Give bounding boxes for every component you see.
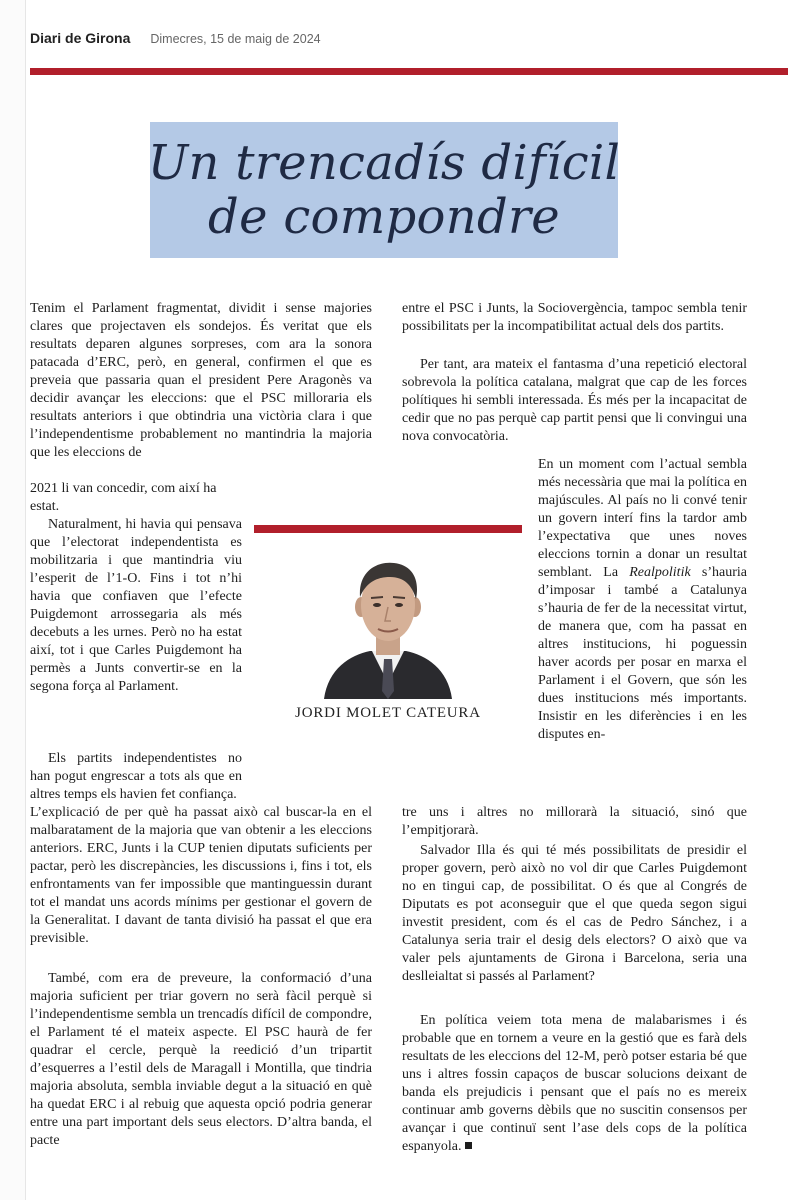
paragraph-4: També, com era de preveure, la conformació d’una majoria suficient per triar govern no serà fàcil perquè si l’independentisme sembla un trencadís difícil de compondre, el Parlament té el mateix aspecte. El PSC haurà de fer quadrar el cercle, perquè la reedició d’un tripartit d’esquerres a l’estil dels de Maragall i Montilla, que tindria majoria absoluta, sembla inviable degut a la situació en què ha quedat ERC i al rebuig que aquesta opció podria generar entre una part important dels seus electors. D’altra banda, el pacte (30, 971, 372, 1148)
paragraph-5: entre el PSC i Junts, la Sociovergència, tampoc sembla tenir possibilitats per la incompatibilitat actual dels dos partits. (402, 301, 747, 334)
publication-date: Dimecres, 15 de maig de 2024 (150, 32, 321, 46)
paragraph-9 (402, 1012, 747, 1156)
author-portrait (320, 551, 456, 699)
paragraph-7 (538, 456, 747, 744)
paragraph-1-end: 2021 li van concedir, com així ha estat. (30, 481, 217, 514)
paragraph-3-start: Els partits independentistes no han pogut engrescar a tots als que en altres temps els havien fet confiança. (30, 751, 242, 802)
end-mark (465, 1142, 472, 1149)
paragraph-7-end: tre uns i altres no millorarà la situació, sinó que l’empitjorarà. (402, 805, 747, 838)
author-name: JORDI MOLET CATEURA (295, 705, 481, 721)
headline-line-2: de compondre (208, 189, 560, 245)
paragraph-7-text-a: En un moment com l’actual sembla més necessària que mai la política en majúscules. Al país no li convé tenir un govern interí fins la tardor amb l’expectativa que unes noves eleccions tornin a donar un resultat semblant. La (538, 457, 747, 580)
realpolitik-italic: Realpolitik (629, 565, 691, 580)
paragraph-9-text: En política veiem tota mena de malabarismes i és probable que en tornem a veure en la gestió que es farà dels resultats de les eleccions del 12-M, però potser estaria bé que uns i altres fossin capaços de buscar solucions deixant de banda els prejudicis i pensant que el país no es mereix continuar amb governs dèbils que no suscitin consensos per avançar i que continuï sent l’ase dels cops de la política espanyola. (402, 1013, 747, 1154)
paragraph-3: L’explicació de per què ha passat això cal buscar-la en el malbaratament de la majoria que van obtenir a les eleccions anteriors. ERC, Junts i la CUP tenien diputats suficients per pactar, però les discrepàncies, les discussions i, fins i tot, els enfrontaments van fer impossible que mantinguessin durant tot el mandat uns acords mínims per gestionar el govern de la Generalitat. I davant de tanta divisió ha passat el que era previsible. (30, 805, 372, 946)
author-box (254, 525, 522, 753)
page-header (30, 30, 321, 50)
headline-line-1: Un trencadís difícil (147, 135, 621, 191)
author-rule (254, 525, 522, 533)
paragraph-6: Per tant, ara mateix el fantasma d’una repetició electoral sobrevola la política catalana, malgrat que cap de les forces polítiques hi sembli interessada. És més per la incapacitat de cedir que no pas perquè cap partit pensi que li convingui una nova convocatòria. (402, 357, 747, 444)
headline-box (147, 122, 621, 258)
paragraph-8: Salvador Illa és qui té més possibilitats de presidir el proper govern, però això no vol dir que Carles Puigdemont no en tingui cap, de possibilitat. O és que al Congrés de Diputats es pot aconseguir que el que queda segon sigui investit president, com és el cas de Pedro Sánchez, i a Catalunya seria trair el desig dels electors? O això que va valer pels ajuntaments de Girona i Barcelona, seria una deslleialtat si passés al Parlament? (402, 843, 747, 984)
paragraph-2: Naturalment, hi havia qui pensava que l’electorat independentista es mobilitzaria i que mantindria viu l’esperit de l’1-O. Fins i tot n’hi havia que confiaven que l’efecte Puigdemont arrossegaria als més decebuts a les urnes. Però no ha estat així, tot i que Carles Puigdemont ha permès a Junts convertir-se en la segona força al Parlament. (30, 517, 242, 694)
header-rule (30, 68, 788, 75)
paragraph-7-text-b: s’hauria d’imposar i també a Catalunya s’hauria de fer de la necessitat virtut, de manera que, com ha passat en altres institucions, hi poguessin haver acords per posar en marxa el Parlament i el Govern, que són les dues institucions més importants. Insistir en les diferències i en les disputes en- (538, 565, 747, 742)
paragraph-1: Tenim el Parlament fragmentat, dividit i sense majories clares que projectaven els sondejos. És veritat que els resultats deparen algunes sorpreses, com ara la sonora patacada d’ERC, però, en general, confirmen el que es preveia que passaria quan el president Pere Aragonès va decidir avançar les eleccions: que el PSC milloraria els resultats anteriors i que obtindria una victòria clara i que l’independentisme probablement no mantindria la majoria que les eleccions de (30, 301, 372, 460)
masthead: Diari de Girona (30, 30, 131, 46)
